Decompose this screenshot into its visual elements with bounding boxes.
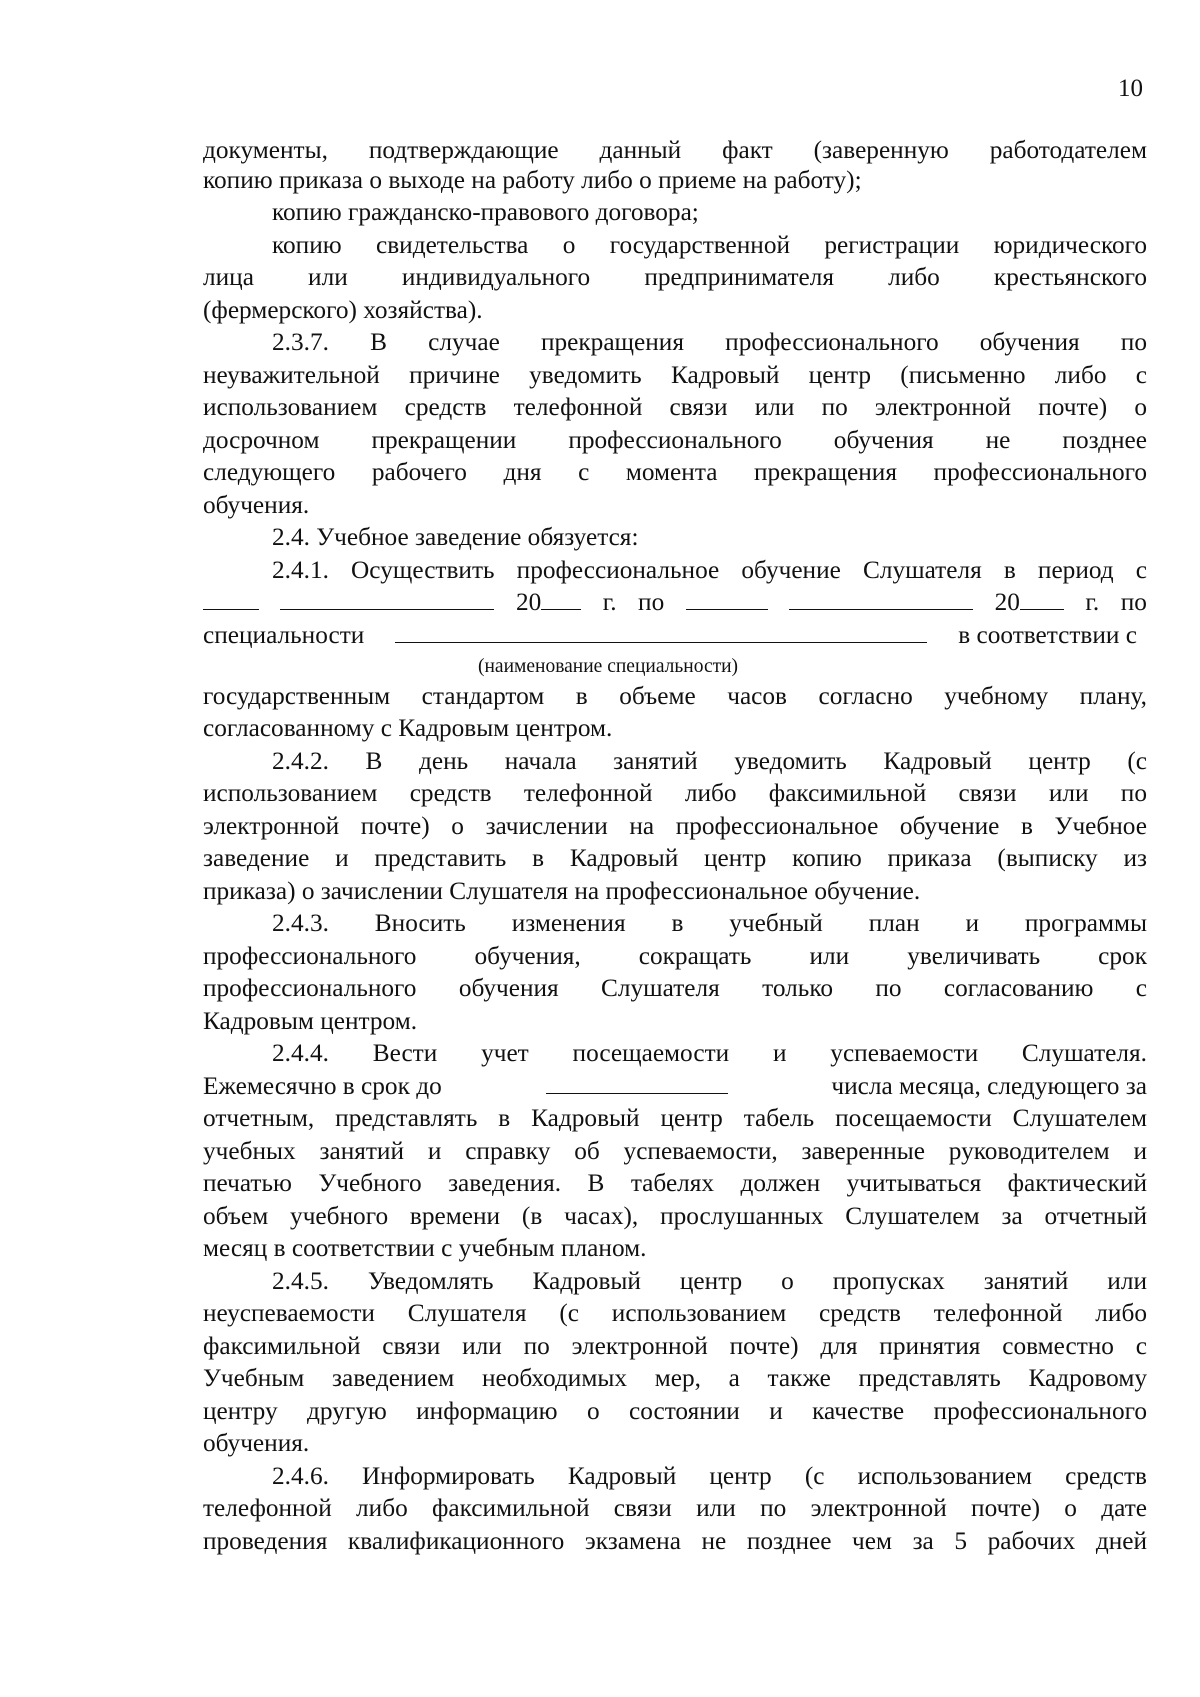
text-line: 2.4.6. Информировать Кадровый центр (с использованием средств bbox=[272, 1462, 1147, 1490]
text-line: месяц в соответствии с учебным планом. bbox=[203, 1234, 647, 1262]
text-line: документы, подтверждающие данный факт (заверенную работодателем bbox=[203, 136, 1147, 164]
text-line: неуважительной причине уведомить Кадровый центр (письменно либо с bbox=[203, 361, 1147, 389]
po-word: по bbox=[1120, 588, 1147, 616]
text-line: согласованному с Кадровым центром. bbox=[203, 714, 613, 742]
text-line: использованием средств телефонной связи или по электронной почте) о bbox=[203, 393, 1147, 421]
text-line: Кадровым центром. bbox=[203, 1007, 418, 1035]
month-blank bbox=[280, 587, 494, 610]
specialty-label: специальности bbox=[203, 621, 365, 649]
text-line: копию приказа о выходе на работу либо о приеме на работу); bbox=[203, 166, 862, 194]
text-line: копию свидетельства о государственной регистрации юридического bbox=[272, 231, 1147, 259]
text-line: печатью Учебного заведения. В табелях должен учитываться фактический bbox=[203, 1169, 1147, 1197]
text-line: неуспеваемости Слушателя (с использованием средств телефонной либо bbox=[203, 1299, 1147, 1327]
day-blank bbox=[686, 587, 768, 610]
text-line: обучения. bbox=[203, 1429, 310, 1457]
text-line: государственным стандартом в объеме часов согласно учебному плану, bbox=[203, 682, 1147, 710]
po-word: по bbox=[638, 588, 665, 616]
text-line: 2.4.5. Уведомлять Кадровый центр о пропусках занятий или bbox=[272, 1267, 1147, 1295]
day-blank bbox=[203, 587, 259, 610]
text-line: факсимильной связи или по электронной почте) для принятия совместно с bbox=[203, 1332, 1147, 1360]
text-line: лица или индивидуального предпринимателя либо крестьянского bbox=[203, 263, 1147, 291]
text-line: центру другую информацию о состоянии и качестве профессионального bbox=[203, 1397, 1147, 1425]
period-fill-line bbox=[203, 586, 1147, 618]
text-line: Учебным заведением необходимых мер, а также представлять Кадровому bbox=[203, 1364, 1147, 1392]
specialty-caption: (наименование специальности) bbox=[478, 656, 739, 677]
text-line: учебных занятий и справку об успеваемости, заверенные руководителем и bbox=[203, 1137, 1147, 1165]
specialty-suffix: в соответствии с bbox=[958, 621, 1137, 649]
text-line: проведения квалификационного экзамена не позднее чем за 5 рабочих дней bbox=[203, 1527, 1147, 1555]
text-line: профессионального обучения Слушателя только по согласованию с bbox=[203, 974, 1147, 1002]
monthly-fill-line bbox=[203, 1070, 1147, 1102]
monthly-suffix: числа месяца, следующего за bbox=[831, 1072, 1147, 1100]
year-suffix: г. bbox=[602, 588, 617, 616]
day-blank bbox=[546, 1071, 728, 1094]
text-line: заведение и представить в Кадровый центр копию приказа (выписку из bbox=[203, 844, 1147, 872]
text-line: использованием средств телефонной либо факсимильной связи или по bbox=[203, 779, 1147, 807]
text-line: обучения. bbox=[203, 491, 310, 519]
specialty-blank bbox=[395, 620, 927, 643]
text-line: приказа) о зачислении Слушателя на профессиональное обучение. bbox=[203, 877, 921, 905]
month-blank bbox=[789, 587, 973, 610]
text-line: электронной почте) о зачислении на профессиональное обучение в Учебное bbox=[203, 812, 1147, 840]
year-suffix: г. bbox=[1085, 588, 1100, 616]
monthly-prefix: Ежемесячно в срок до bbox=[203, 1072, 442, 1100]
specialty-fill-line bbox=[203, 619, 1137, 651]
text-line: телефонной либо факсимильной связи или по электронной почте) о дате bbox=[203, 1494, 1147, 1522]
text-line: 2.4.2. В день начала занятий уведомить Кадровый центр (с bbox=[272, 747, 1147, 775]
text-line: объем учебного времени (в часах), прослушанных Слушателем за отчетный bbox=[203, 1202, 1147, 1230]
text-line: профессионального обучения, сокращать или увеличивать срок bbox=[203, 942, 1147, 970]
section-heading: 2.4. Учебное заведение обязуется: bbox=[272, 523, 639, 551]
text-line: 2.4.1. Осуществить профессиональное обучение Слушателя в период с bbox=[272, 556, 1147, 584]
text-line: досрочном прекращении профессионального обучения не позднее bbox=[203, 426, 1147, 454]
year-field: 20 bbox=[995, 586, 1064, 618]
text-line: (фермерского) хозяйства). bbox=[203, 296, 483, 324]
text-line: 2.3.7. В случае прекращения профессионального обучения по bbox=[272, 328, 1147, 356]
text-line: отчетным, представлять в Кадровый центр табель посещаемости Слушателем bbox=[203, 1104, 1147, 1132]
page-number: 10 bbox=[1118, 75, 1143, 102]
text-line: 2.4.4. Вести учет посещаемости и успеваемости Слушателя. bbox=[272, 1039, 1147, 1067]
text-line: следующего рабочего дня с момента прекращения профессионального bbox=[203, 458, 1147, 486]
text-line: копию гражданско-правового договора; bbox=[272, 198, 699, 226]
text-line: 2.4.3. Вносить изменения в учебный план и программы bbox=[272, 909, 1147, 937]
year-field: 20 bbox=[516, 586, 581, 618]
